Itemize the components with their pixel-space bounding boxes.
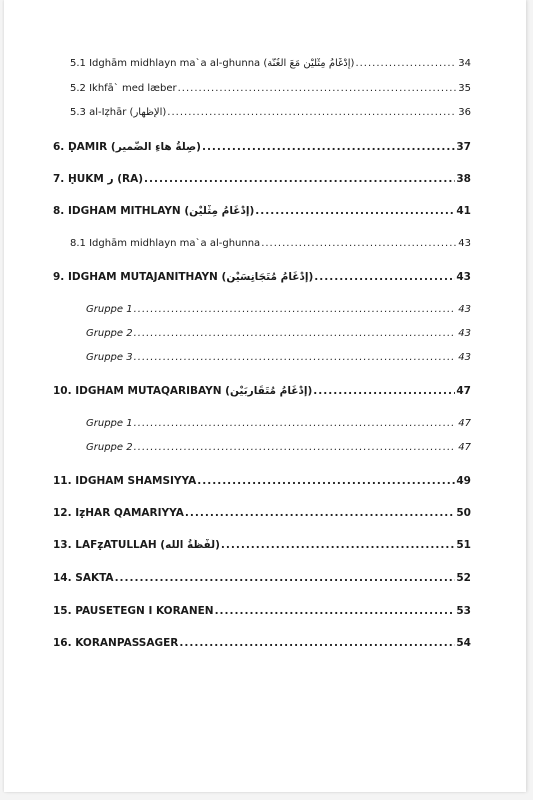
dot-leader [134,352,456,363]
toc-entry-page: 43 [456,271,471,283]
dot-leader [197,475,455,487]
dot-leader [313,385,455,397]
toc-entry-title: 5.1 Idghām midhlayn ma`a al-ghunna (إِدْغَامُ مِثْلَيْنِ مَعَ الْغُنَّة) [70,58,355,69]
toc-entry-page: 49 [456,475,471,487]
toc-entry-10[interactable] [53,385,471,397]
toc-entry-page: 54 [456,637,471,649]
toc-entry-title: Gruppe 3 [86,352,133,363]
dot-leader [185,507,455,519]
dot-leader [179,637,455,649]
toc-entry-6[interactable] [53,141,471,153]
toc-entry-title: Gruppe 1 [86,418,133,429]
dot-leader [215,605,456,617]
toc-entry-title: 7. ḤUKM ر (RA) [53,173,144,185]
dot-leader [134,304,456,315]
toc-entry-title: 13. LAFẓATULLĀH (لَفْظَةُ الله) [53,539,220,551]
toc-entry-page: 37 [456,141,471,153]
toc-entry-5-3[interactable] [70,107,471,118]
toc-entry-10-gruppe-2[interactable] [86,442,471,453]
toc-entry-11[interactable] [53,475,471,487]
toc-entry-page: 47 [456,385,471,397]
toc-entry-9-gruppe-1[interactable] [86,304,471,315]
dot-leader [255,205,455,217]
toc-entry-13[interactable] [53,539,471,551]
toc-entry-title: 10. IDGHĀM MUTAQĀRIBAYN (إِدْغَامُ مُتَقَارِبَيْنِ) [53,385,313,397]
toc-entry-title: 6. ḌAMĪR (صِلَةُ هاءِ الضَّمير) [53,141,201,153]
dot-leader [134,328,456,339]
dot-leader [221,539,456,551]
toc-entry-title: Gruppe 1 [86,304,133,315]
toc-entry-10-gruppe-1[interactable] [86,418,471,429]
toc-entry-page: 41 [456,205,471,217]
toc-entry-title: Gruppe 2 [86,328,133,339]
toc-entry-7[interactable] [53,173,471,185]
toc-entry-page: 52 [456,572,471,584]
toc-entry-9[interactable] [53,271,471,283]
toc-entry-page: 43 [458,304,471,315]
toc-entry-8[interactable] [53,205,471,217]
toc-entry-5-1[interactable] [70,58,471,69]
dot-leader [314,271,455,283]
toc-entry-page: 47 [458,418,471,429]
toc-entry-9-gruppe-3[interactable] [86,352,471,363]
toc-entry-page: 38 [456,173,471,185]
toc-entry-page: 43 [458,352,471,363]
toc-entry-page: 47 [458,442,471,453]
toc-entry-12[interactable] [53,507,471,519]
toc-entry-title: 12. IẓHĀR QAMARIYYA [53,507,184,519]
toc-entry-16[interactable] [53,637,471,649]
toc-entry-title: 5.2 Ikhfā` med læber [70,83,177,94]
toc-entry-page: 43 [458,238,471,249]
toc-entry-title: 15. PAUSETEGN I KORANEN [53,605,214,617]
toc-entry-page: 36 [458,107,471,118]
dot-leader [178,83,456,94]
toc-entry-9-gruppe-2[interactable] [86,328,471,339]
toc-entry-14[interactable] [53,572,471,584]
toc-entry-title: 9. IDGHĀM MUTAJĀNITHAYN (إِدْغَامُ مُتَجَانِسَيْنِ) [53,271,314,283]
toc-entry-title: 8.1 Idghām midhlayn ma`a al-ghunna [70,238,261,249]
toc-entry-title: 8. IDGHĀM MITHLAYN (إِدْغَامُ مِثْلَيْنِ) [53,205,255,217]
toc-entry-8-1[interactable] [70,238,471,249]
toc-entry-15[interactable] [53,605,471,617]
toc-entry-title: 11. IDGHĀM SHAMSIYYA [53,475,197,487]
toc-entry-title: 16. KORANPASSAGER [53,637,179,649]
toc-entry-page: 43 [458,328,471,339]
dot-leader [261,238,456,249]
dot-leader [134,418,456,429]
table-of-contents [4,0,526,792]
toc-entry-title: 14. SAKTA [53,572,114,584]
dot-leader [167,107,456,118]
dot-leader [202,141,455,153]
dot-leader [134,442,456,453]
dot-leader [115,572,456,584]
document-page [4,0,526,792]
toc-entry-title: Gruppe 2 [86,442,133,453]
toc-entry-page: 51 [456,539,471,551]
toc-entry-5-2[interactable] [70,83,471,94]
dot-leader [355,58,456,69]
toc-entry-page: 35 [458,83,471,94]
toc-entry-page: 53 [456,605,471,617]
toc-entry-title: 5.3 al-Iẓhār (الإِظْهار) [70,107,167,118]
dot-leader [144,173,455,185]
toc-entry-page: 34 [458,58,471,69]
toc-entry-page: 50 [456,507,471,519]
